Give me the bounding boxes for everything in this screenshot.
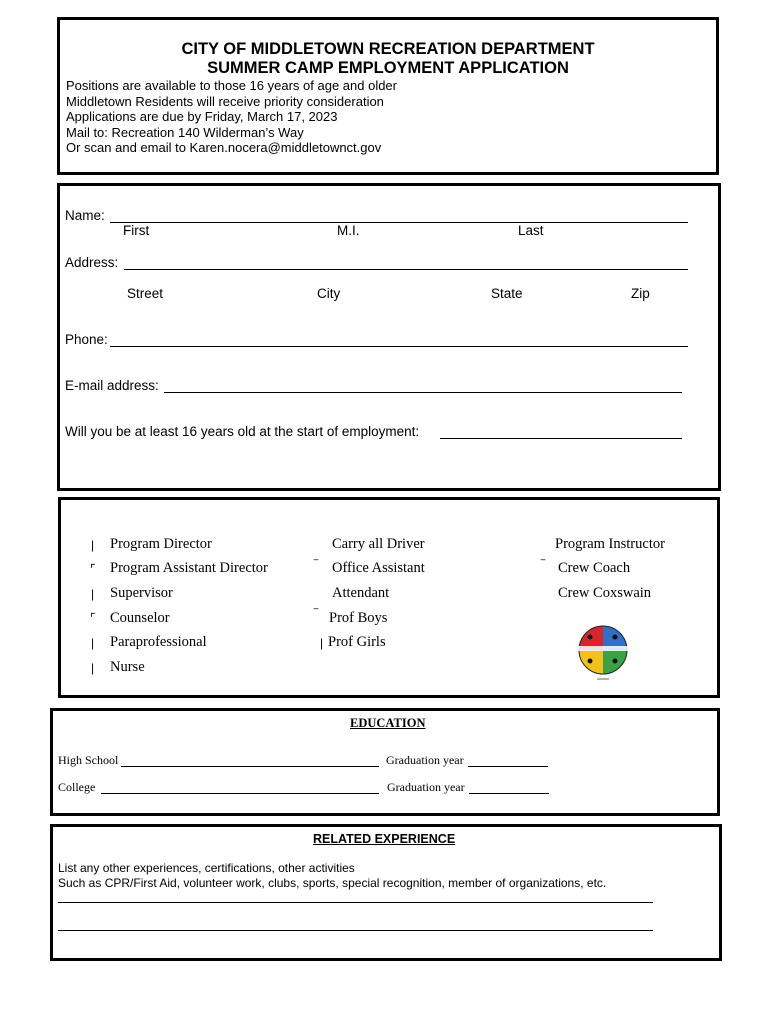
positions-section: [58, 497, 720, 698]
email-label: E-mail address:: [65, 378, 159, 393]
name-label: Name:: [65, 208, 105, 223]
address-field[interactable]: [124, 269, 688, 270]
college-grad-year-label: Graduation year: [387, 780, 465, 794]
experience-instructions-1: List any other experiences, certifications, other activities: [58, 861, 355, 875]
age-answer-field[interactable]: [440, 438, 682, 439]
checkbox-crew-coach[interactable]: ‾: [541, 558, 545, 572]
age-question: Will you be at least 16 years old at the start of employment:: [65, 424, 420, 439]
header-section: [57, 17, 719, 175]
name-last-label: Last: [518, 223, 544, 238]
checkbox-prof-girls[interactable]: |: [320, 636, 324, 650]
checkbox-counselor[interactable]: ⌜: [90, 611, 96, 625]
info-line-email: Or scan and email to Karen.nocera@middletownct.gov: [66, 140, 382, 155]
hs-grad-year-field[interactable]: [468, 766, 548, 767]
position-crew-coach: Crew Coach: [558, 560, 631, 576]
experience-section: [50, 824, 722, 961]
checkbox-paraprofessional[interactable]: |: [91, 636, 95, 650]
education-section: [50, 708, 720, 816]
position-attendant: Attendant: [332, 585, 390, 601]
education-title: EDUCATION: [350, 716, 426, 730]
position-prof-girls: Prof Girls: [328, 634, 386, 650]
college-field[interactable]: [101, 793, 379, 794]
email-field[interactable]: [164, 392, 682, 393]
name-first-label: First: [123, 223, 150, 238]
position-program-assistant-director: Program Assistant Director: [110, 560, 268, 576]
high-school-label: High School: [58, 753, 119, 767]
info-line-mail: Mail to: Recreation 140 Wilderman’s Way: [66, 124, 304, 140]
position-nurse: Nurse: [110, 659, 145, 675]
name-field[interactable]: [110, 222, 688, 223]
name-mi-label: M.I.: [337, 223, 360, 238]
form-title-line1: CITY OF MIDDLETOWN RECREATION DEPARTMENT: [181, 40, 595, 58]
checkbox-office-assistant[interactable]: ‾: [314, 558, 318, 572]
experience-line-1[interactable]: [58, 902, 653, 903]
phone-label: Phone:: [65, 332, 108, 347]
high-school-field[interactable]: [121, 766, 379, 767]
position-prof-boys: Prof Boys: [329, 610, 388, 626]
info-line-due-date: Applications are due by Friday, March 17, 2023: [66, 109, 338, 124]
position-carry-all-driver: Carry all Driver: [332, 536, 425, 552]
checkbox-supervisor[interactable]: |: [91, 587, 95, 601]
checkbox-program-assistant-director[interactable]: ⌜: [90, 562, 96, 576]
address-street-label: Street: [127, 286, 164, 301]
position-paraprofessional: Paraprofessional: [110, 634, 207, 650]
college-grad-year-field[interactable]: [469, 793, 549, 794]
checkbox-prof-boys[interactable]: ‾: [314, 607, 318, 621]
position-supervisor: Supervisor: [110, 585, 173, 601]
address-label: Address:: [65, 255, 119, 270]
position-program-director: Program Director: [110, 536, 212, 552]
experience-title: RELATED EXPERIENCE: [313, 832, 456, 846]
position-program-instructor: Program Instructor: [555, 536, 665, 552]
applicant-section: [57, 183, 721, 491]
hs-grad-year-label: Graduation year: [386, 753, 464, 767]
address-state-label: State: [491, 286, 523, 301]
checkbox-program-director[interactable]: |: [91, 538, 95, 552]
form-title-line2: SUMMER CAMP EMPLOYMENT APPLICATION: [207, 59, 569, 77]
phone-field[interactable]: [110, 346, 688, 347]
experience-instructions-2: Such as CPR/First Aid, volunteer work, clubs, sports, special recognition, member of organizations, etc.: [58, 876, 607, 890]
info-line-age: Positions are available to those 16 years of age and older: [66, 78, 397, 93]
checkbox-nurse[interactable]: |: [91, 661, 95, 675]
position-office-assistant: Office Assistant: [332, 560, 425, 576]
info-line-residents: Middletown Residents will receive priority consideration: [66, 93, 384, 109]
address-city-label: City: [317, 286, 341, 301]
college-label: College: [58, 780, 96, 794]
address-zip-label: Zip: [631, 286, 650, 301]
position-counselor: Counselor: [110, 610, 170, 626]
position-crew-coxswain: Crew Coxswain: [558, 585, 652, 601]
recreation-logo-icon: [575, 624, 631, 682]
experience-line-2[interactable]: [58, 930, 653, 931]
